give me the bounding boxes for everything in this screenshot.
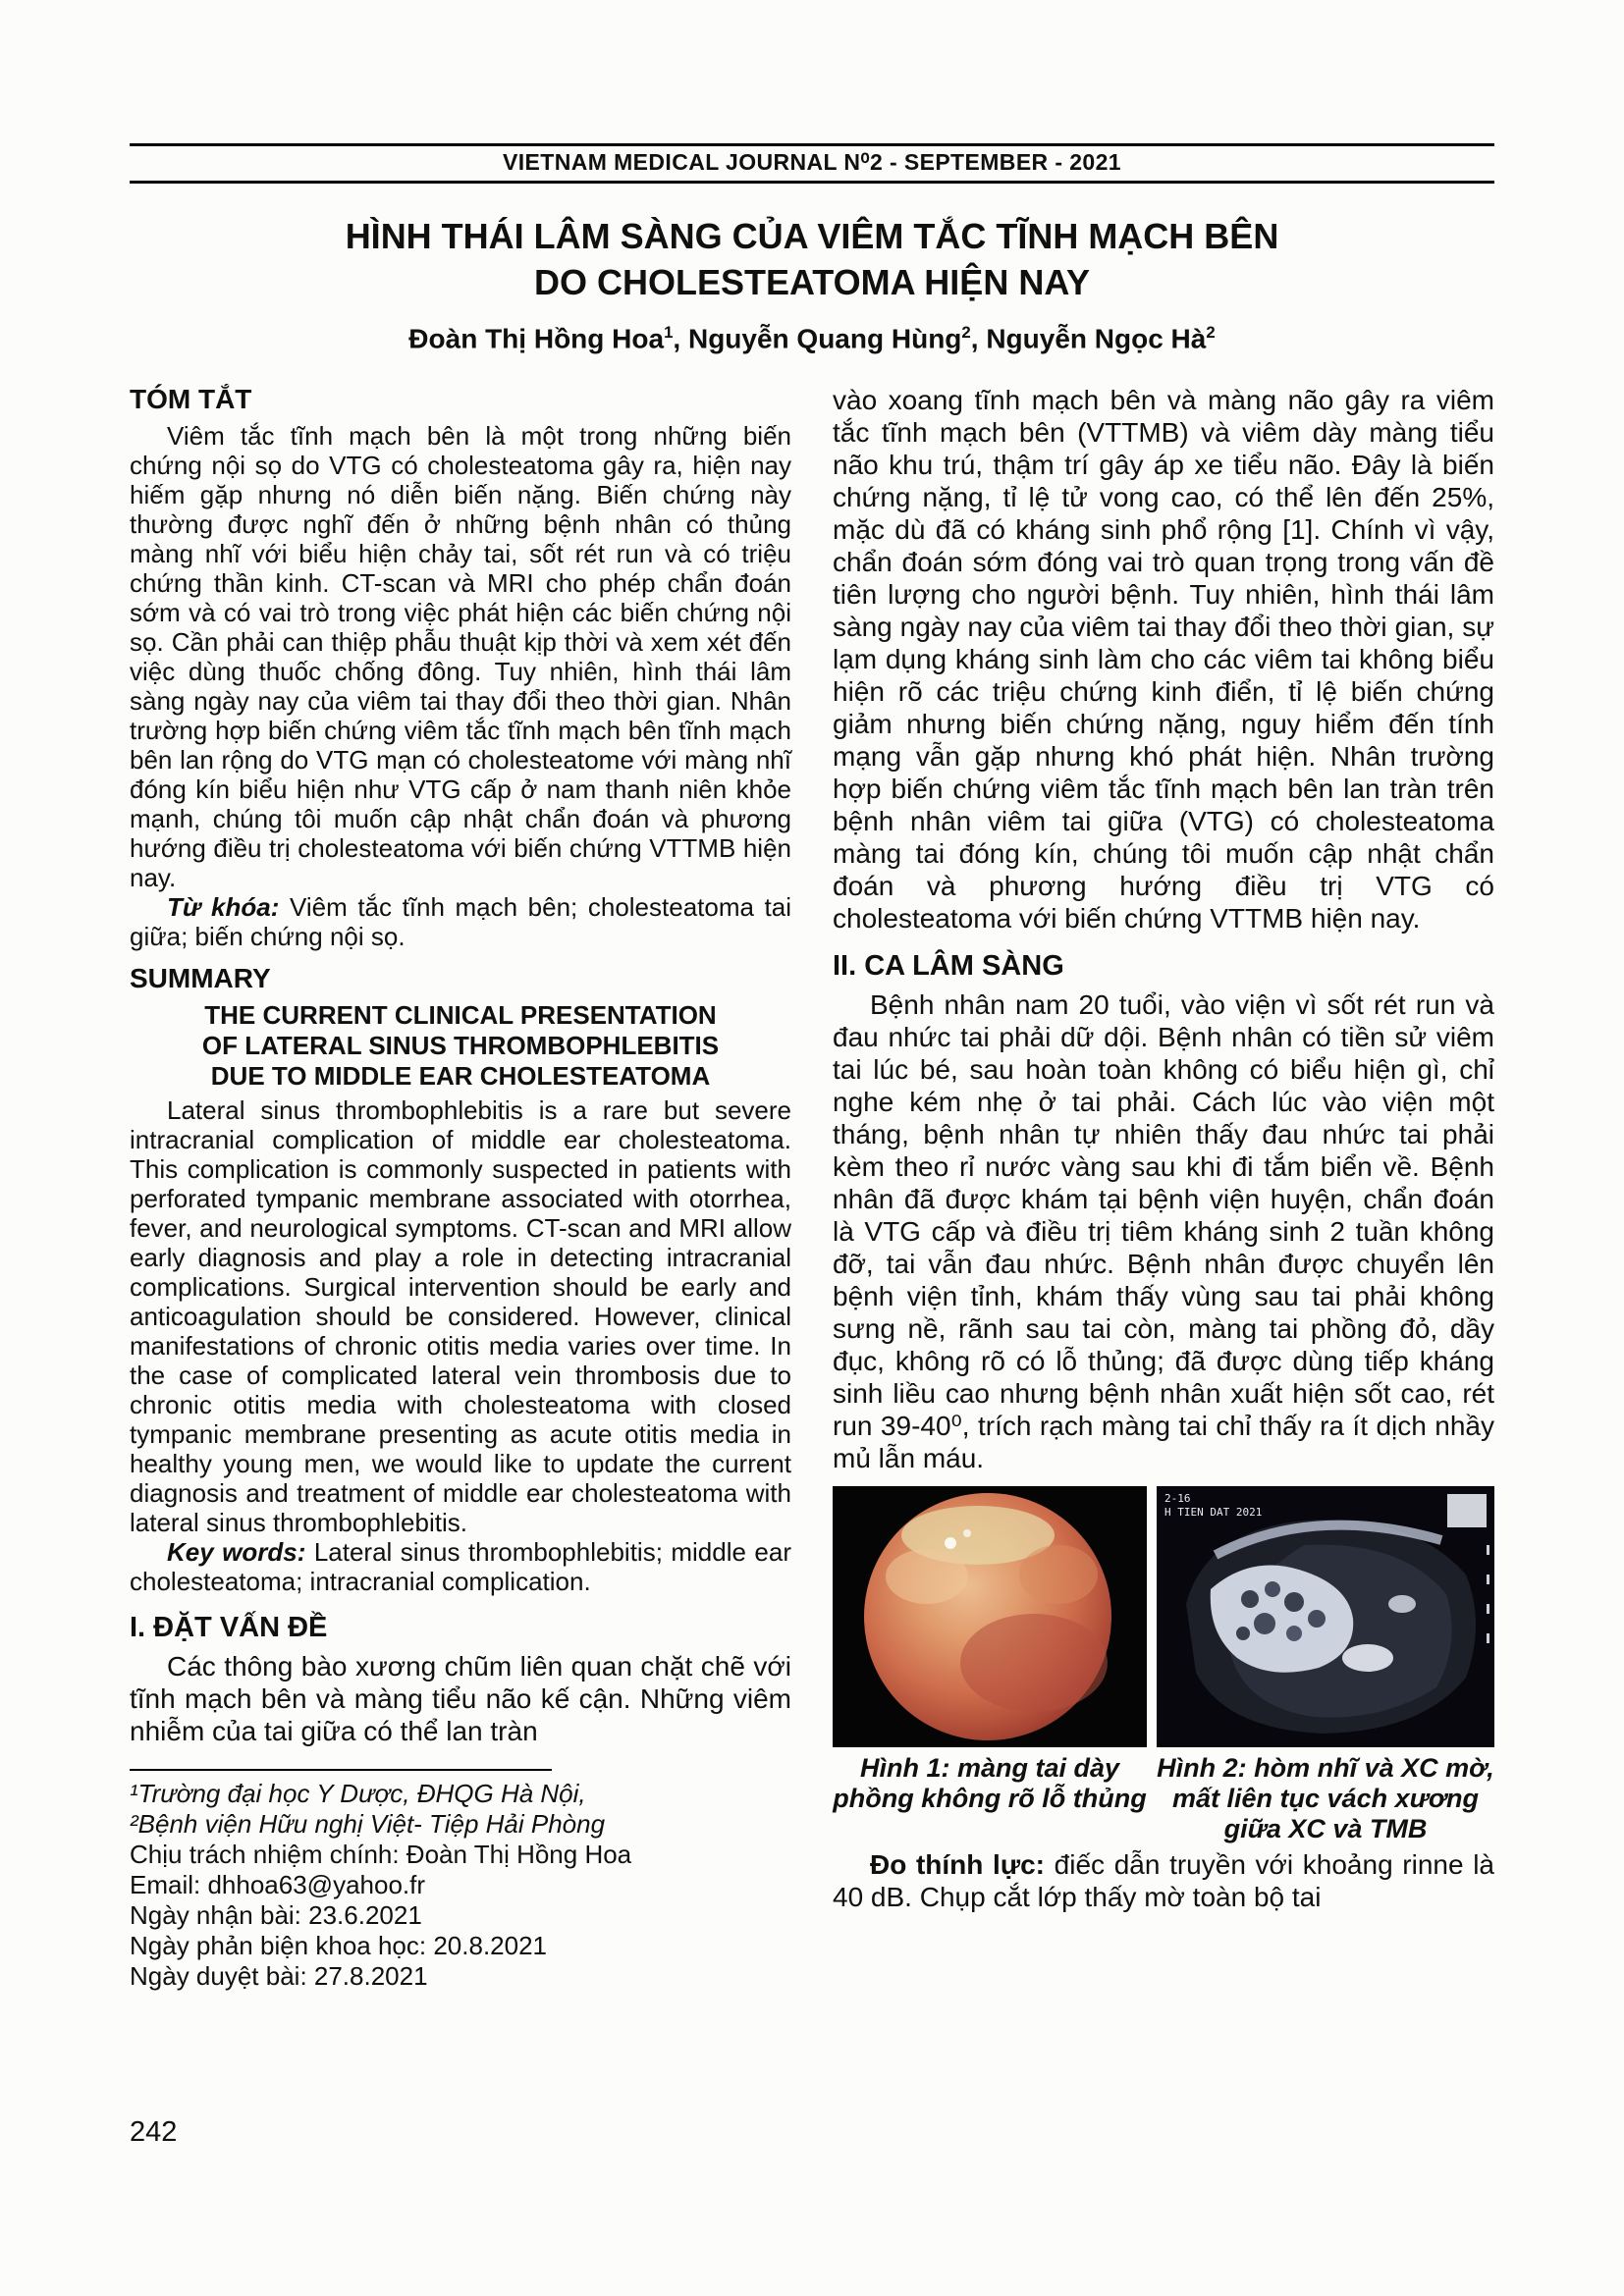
- eardrum-highlight-left: [886, 1549, 968, 1604]
- audiometry-para: [833, 1848, 1494, 1913]
- abstract-en-body: Lateral sinus thrombophlebitis is a rare but severe intracranial complication of middle ear cholesteatoma. This complication is commonly suspected in patients with perforated tympanic membrane associated with otorrhea, fever, and neurological symptoms. CT-scan and MRI allow early diagnosis and play a role in detecting intracranial complications. Surgical intervention should be early and anticoagulation should be considered. However, clinical manifestations of chronic otitis media varies over time. In the case of complicated lateral vein thrombosis due to chronic otitis media with cholesteatoma with closed tympanic membrane presenting as acute otitis media in healthy young men, we would like to update the current diagnosis and treatment of middle ear cholesteatoma with lateral sinus thrombophlebitis.: [130, 1095, 791, 1538]
- footnote-rule: [130, 1769, 552, 1771]
- summary-subtitle-line3: DUE TO MIDDLE EAR CHOLESTEATOMA: [210, 1061, 711, 1092]
- eardrum-shade: [1019, 1545, 1098, 1604]
- ct-overlay-line1: 2-16: [1164, 1492, 1191, 1506]
- authors-line: Đoàn Thị Hồng Hoa$^1$, Nguyễn Quang Hùng$^2$, Nguyễn Ngọc $Hà^2$: [408, 323, 1216, 354]
- footnote-affiliation-1: ¹Trường đại học Y Dược, ĐHQG Hà Nội,: [130, 1779, 586, 1809]
- right-column: [833, 384, 1494, 1992]
- summary-subtitle-line1: THE CURRENT CLINICAL PRESENTATION: [204, 1000, 717, 1031]
- keywords-vi-label: Từ khóa:: [167, 892, 280, 923]
- left-column: [130, 384, 791, 1992]
- footnote-date-received: Ngày nhận bài: 23.6.2021: [130, 1900, 422, 1931]
- footnote-affiliation-2: ²Bệnh viện Hữu nghị Việt- Tiệp Hải Phòng: [130, 1809, 606, 1840]
- section1-continuation: vào xoang tĩnh mạch bên và màng não gây ra viêm tắc tĩnh mạch bên (VTTMB) và viêm dày màng tiểu não khu trú, thậm trí gây áp xe tiểu não. Đây là biến chứng nặng, tỉ lệ tử vong cao, có thể lên đến 25%, mặc dù đã có kháng sinh phổ rộng [1]. Chính vì vậy, chẩn đoán sớm đóng vai trò quan trọng trong vấn đề tiên lượng cho người bệnh. Tuy nhiên, hình thái lâm sàng ngày nay của viêm tai thay đổi theo thời gian, sự lạm dụng kháng sinh làm cho các viêm tai không biểu hiện rõ các triệu chứng kinh điển, tỉ lệ biến chứng giảm nhưng biến chứng nặng, nguy hiểm đến tính mạng vẫn gặp nhưng khó phát hiện. Nhân trường hợp biến chứng viêm tắc tĩnh mạch bên lan tràn trên bệnh nhân viêm tai giữa (VTG) có cholesteatoma màng tai đóng kín, chúng tôi muốn cập nhật chẩn đoán và phương hướng điều trị VTG có cholesteatoma với biến chứng VTTMB hiện nay.: [833, 385, 1494, 934]
- section2-heading: II. CA LÂM SÀNG: [833, 950, 1064, 983]
- section1-heading: I. ĐẶT VẤN ĐỀ: [130, 1612, 328, 1644]
- footnote-corresponding-author: Chịu trách nhiệm chính: Đoàn Thị Hồng Hoa: [130, 1840, 632, 1870]
- footnote-email: Email: dhhoa63@yahoo.fr: [130, 1870, 426, 1900]
- section2-para: Bệnh nhân nam 20 tuổi, vào viện vì sốt rét run và đau nhức tai phải dữ dội. Bệnh nhân có tiền sử viêm tai lúc bé, sau hoàn toàn không có biểu hiện gì, chỉ nghe kém nhẹ ở tai phải. Cách lúc vào viện một tháng, bệnh nhân tự nhiên thấy đau nhức tai phải kèm theo rỉ nước vàng sau khi đi tắm biển về. Bệnh nhân đã được khám tại bệnh viện huyện, chẩn đoán là VTG cấp và điều trị tiêm kháng sinh 2 tuần không đỡ, tai vẫn đau nhức. Bệnh nhân được chuyển lên bệnh viện tỉnh, khám thấy vùng sau tai phải không sưng nề, rãnh sau tai còn, màng tai phồng đỏ, dầy đục, không rõ có lỗ thủng; đã được dùng tiếp kháng sinh liều cao nhưng bệnh nhân xuất hiện sốt cao, rét run 39-40⁰, trích rạch màng tai chỉ thấy ra ít dịch nhầy mủ lẫn máu.: [833, 989, 1494, 1474]
- audiometry-text: điếc dẫn truyền với khoảng rinne là 40 dB. Chụp cắt lớp thấy mờ toàn bộ tai: [833, 1849, 1495, 1913]
- two-column-layout: [130, 384, 1494, 1992]
- keywords-en-text: Lateral sinus thrombophlebitis; middle ear cholesteatoma; intracranial complication.: [130, 1537, 791, 1597]
- light-reflex: [945, 1537, 956, 1549]
- footnote-date-accepted: Ngày duyệt bài: 27.8.2021: [130, 1961, 428, 1992]
- article-title-line2: DO CHOLESTEATOMA HIỆN NAY: [533, 262, 1091, 302]
- footnotes: [130, 1769, 791, 1992]
- abstract-vi-heading: TÓM TẮT: [130, 384, 252, 415]
- article-title-line1: HÌNH THÁI LÂM SÀNG CỦA VIÊM TẮC TĨNH MẠCH BÊN: [345, 216, 1279, 256]
- keywords-en: [130, 1537, 791, 1596]
- figure-otoscopy: [833, 1486, 1147, 1747]
- keywords-vi-text: Viêm tắc tĩnh mạch bên; cholesteatoma tai giữa; biến chứng nội sọ.: [130, 892, 792, 952]
- otoscopy-image: [833, 1486, 1147, 1747]
- eardrum-bulge: [960, 1614, 1108, 1712]
- summary-subtitle: [130, 1000, 791, 1092]
- journal-header: [130, 143, 1494, 184]
- figure1-caption: Hình 1: màng tai dày phồng không rõ lỗ thủng: [833, 1753, 1147, 1814]
- light-reflex-small: [963, 1529, 971, 1537]
- page-number: 242: [130, 2116, 178, 2148]
- figure-ct-scan: [1157, 1486, 1494, 1747]
- article-title: [130, 213, 1494, 305]
- section1-para: Các thông bào xương chũm liên quan chặt chẽ với tĩnh mạch bên và màng tiểu não kế cận. Những viêm nhiễm của tai giữa có thể lan tràn: [130, 1651, 791, 1747]
- ct-image: [1157, 1486, 1494, 1747]
- journal-title: VIETNAM MEDICAL JOURNAL N⁰2 - SEPTEMBER - 2021: [503, 149, 1121, 175]
- ct-overlay-line2: H TIEN DAT 2021: [1164, 1506, 1263, 1520]
- ct-bright-structure: [1342, 1644, 1393, 1672]
- summary-heading: SUMMARY: [130, 963, 271, 994]
- abstract-vi-body: Viêm tắc tĩnh mạch bên là một trong những biến chứng nội sọ do VTG có cholesteatoma gây ra, hiện nay hiếm gặp nhưng nó diễn biến nặng. Biến chứng này thường được nghĩ đến ở những bệnh nhân có thủng màng nhĩ với biểu hiện chảy tai, sốt rét run và có triệu chứng thần kinh. CT-scan và MRI cho phép chẩn đoán sớm và có vai trò trong việc phát hiện các biến chứng nội sọ. Cần phải can thiệp phẫu thuật kịp thời và xem xét đến việc dùng thuốc chống đông. Tuy nhiên, hình thái lâm sàng ngày nay của viêm tai thay đổi theo thời gian. Nhân trường hợp biến chứng viêm tắc tĩnh mạch bên tĩnh mạch bên lan rộng do VTG mạn có cholesteatome với màng nhĩ đóng kín biểu hiện như VTG cấp ở nam thanh niên khỏe mạnh, chúng tôi muốn cập nhật chẩn đoán và phương hướng điều trị cholesteatoma với biến chứng VTTMB hiện nay.: [130, 421, 791, 893]
- summary-subtitle-line2: OF LATERAL SINUS THROMBOPHLEBITIS: [201, 1031, 720, 1061]
- audiometry-label: Đo thính lực:: [870, 1849, 1046, 1881]
- figures-row: [833, 1486, 1494, 1747]
- ct-bright-spot: [1388, 1595, 1416, 1613]
- figure-captions: [833, 1753, 1494, 1844]
- keywords-vi: [130, 892, 791, 951]
- footnote-date-reviewed: Ngày phản biện khoa học: 20.8.2021: [130, 1931, 548, 1961]
- ct-corner-block: [1447, 1494, 1487, 1527]
- keywords-en-label: Key words:: [167, 1537, 306, 1568]
- figure2-caption: Hình 2: hòm nhĩ và XC mờ, mất liên tục vách xương giữa XC và TMB: [1157, 1753, 1494, 1844]
